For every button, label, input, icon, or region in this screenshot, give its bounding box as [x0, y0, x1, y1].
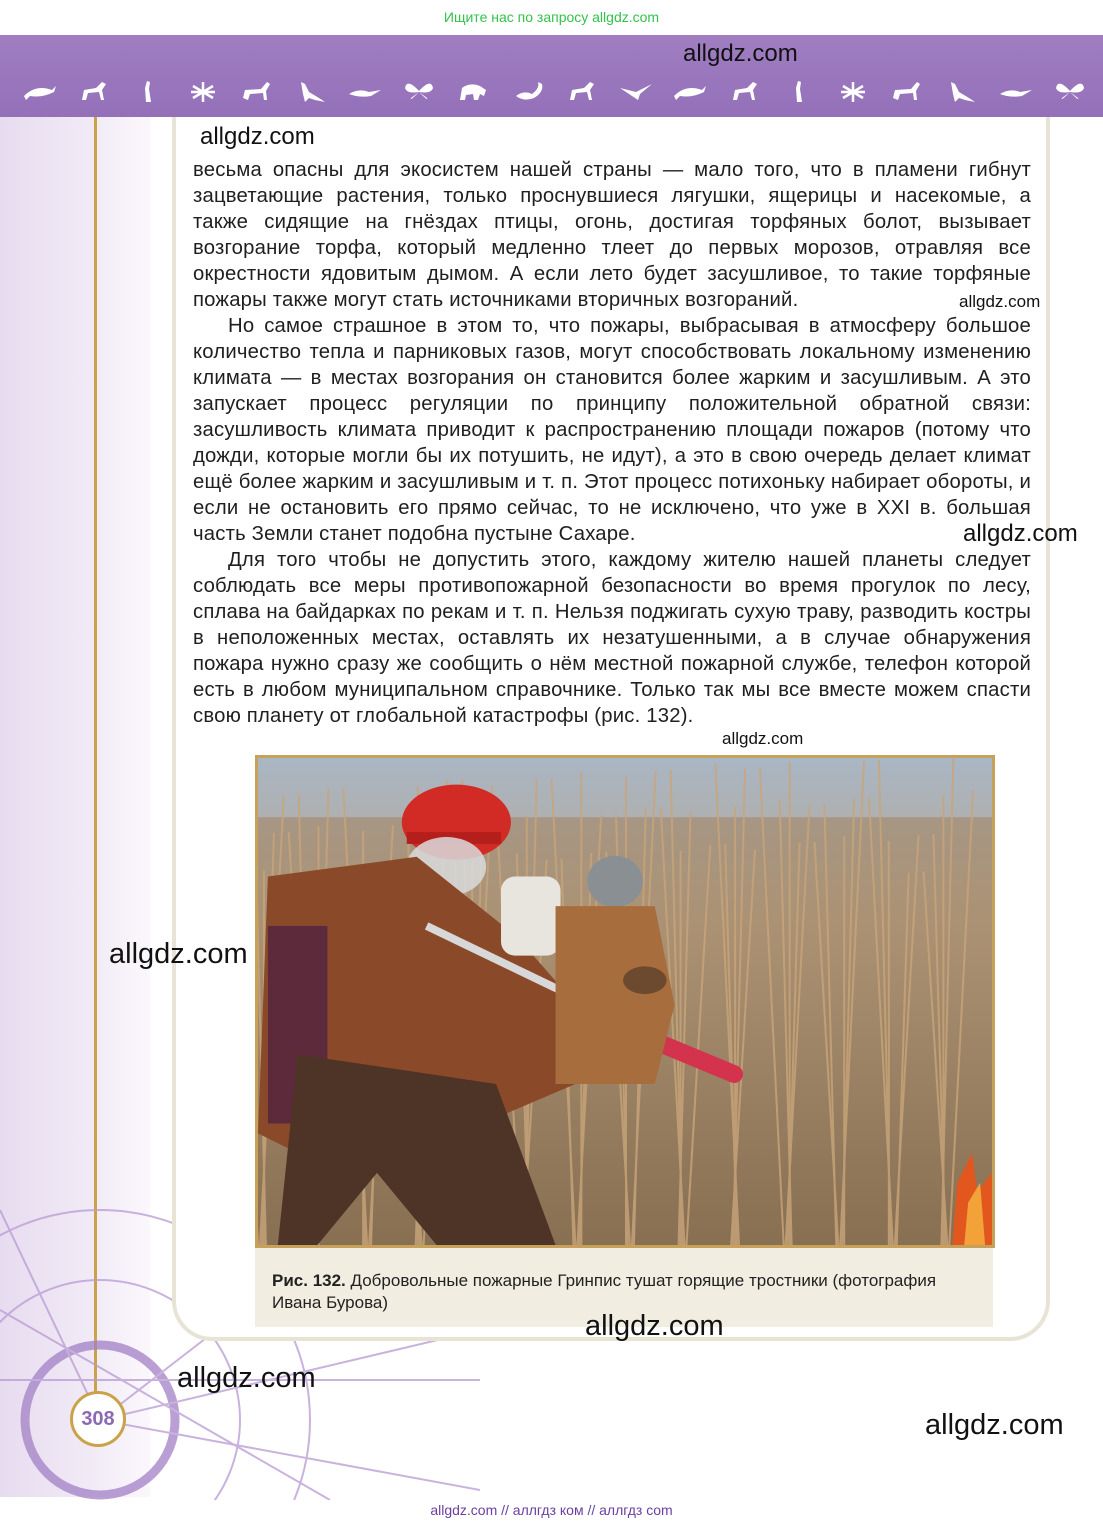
antelope-icon [237, 76, 277, 106]
antelope-icon [887, 76, 927, 106]
figure-caption-text: Добровольные пожарные Гринпис тушат горящие тростники (фотография Ивана Бурова) [272, 1271, 937, 1312]
watermark: allgdz.com [109, 938, 248, 970]
watermark: allgdz.com [177, 1362, 316, 1394]
lizard-icon [345, 76, 385, 106]
insect-icon [183, 76, 223, 106]
meerkat-icon [779, 76, 819, 106]
watermark: allgdz.com [959, 292, 1041, 311]
watermark: allgdz.com [683, 40, 798, 67]
firefighters-photo [255, 755, 995, 1248]
paragraph-2: Но самое страшное в этом то, что пожары, выбрасывая в атмосферу большое количество тепла и парниковых газов, могут способствовать локальному изменению климата — в местах возгорания он становится более жарким и засушливым. А это запускает процесс регуляции по принципу положительной обратной связи: засушливость климата приводит к распространению площади пожаров (потому что дожди, которые могли бы их потушить, не идут), а это в свою очередь делает климат ещё более жарким и засушливым и т. п. Этот процесс потихоньку набирает обороты, и если не остановить его прямо сейчас, то не исключено, что уже в XXI в. большая часть Земли станет подобна пустыне Сахаре. [193, 315, 1031, 545]
meerkat-icon [128, 76, 168, 106]
figure-number: Рис. 132. [272, 1271, 346, 1290]
horse-icon [725, 76, 765, 106]
horse-icon [74, 76, 114, 106]
header-banner [0, 35, 1103, 117]
footer-links[interactable]: allgdz.com // аллгдз ком // аллгдз com [430, 1502, 673, 1518]
kangaroo-icon [941, 76, 981, 106]
scorpion-icon [508, 76, 548, 106]
dolphin-icon [20, 76, 60, 106]
bison-icon [454, 76, 494, 106]
horse-icon [562, 76, 602, 106]
insect-icon [833, 76, 873, 106]
lizard-icon [996, 76, 1036, 106]
watermark: allgdz.com [925, 1409, 1064, 1441]
dolphin-icon [670, 76, 710, 106]
watermark: allgdz.com [722, 729, 804, 748]
paragraph-3: Для того чтобы не допустить этого, каждому жителю нашей планеты следует соблюдать все меры противопожарной безопасности во время прогулок по лесу, сплава на байдарках по рекам и т. п. Нельзя поджигать сухую траву, разводить костры в неположенных местах, оставлять их незатушенными, а в случае обнаружения пожара нужно сразу же сообщить о нём местной пожарной службе, телефон которой есть в любом муниципальном справочнике. Только так мы все вместе можем спасти свою планету от глобальной катастрофы (рис. 132). [193, 549, 1031, 727]
watermark: allgdz.com [585, 1310, 724, 1342]
photo-illustration [258, 758, 992, 1245]
body-text [193, 157, 1031, 729]
animal-silhouette-strip [20, 75, 1090, 107]
butterfly-icon [399, 76, 439, 106]
kangaroo-icon [291, 76, 331, 106]
page-number: 308 [70, 1391, 126, 1447]
watermark: allgdz.com [963, 520, 1078, 547]
butterfly-icon [1050, 76, 1090, 106]
top-search-notice: Ищите нас по запросу allgdz.com [443, 9, 660, 25]
watermark: allgdz.com [200, 123, 315, 150]
paragraph-1: весьма опасны для экосистем нашей страны — мало того, что в пламени гибнут зацветающие растения, только проснувшиеся лягушки, ящерицы и насекомые, а также сидящие на гнёздах птицы, огонь, достигая торфяных болот, вызывает возгорание торфа, который медленно тлеет до первых морозов, отравляя все окрестности ядовитым дымом. А если лето будет засушливое, то такие торфяные пожары также могут стать источниками вторичных возгораний. [193, 159, 1031, 311]
bird-icon [616, 76, 656, 106]
